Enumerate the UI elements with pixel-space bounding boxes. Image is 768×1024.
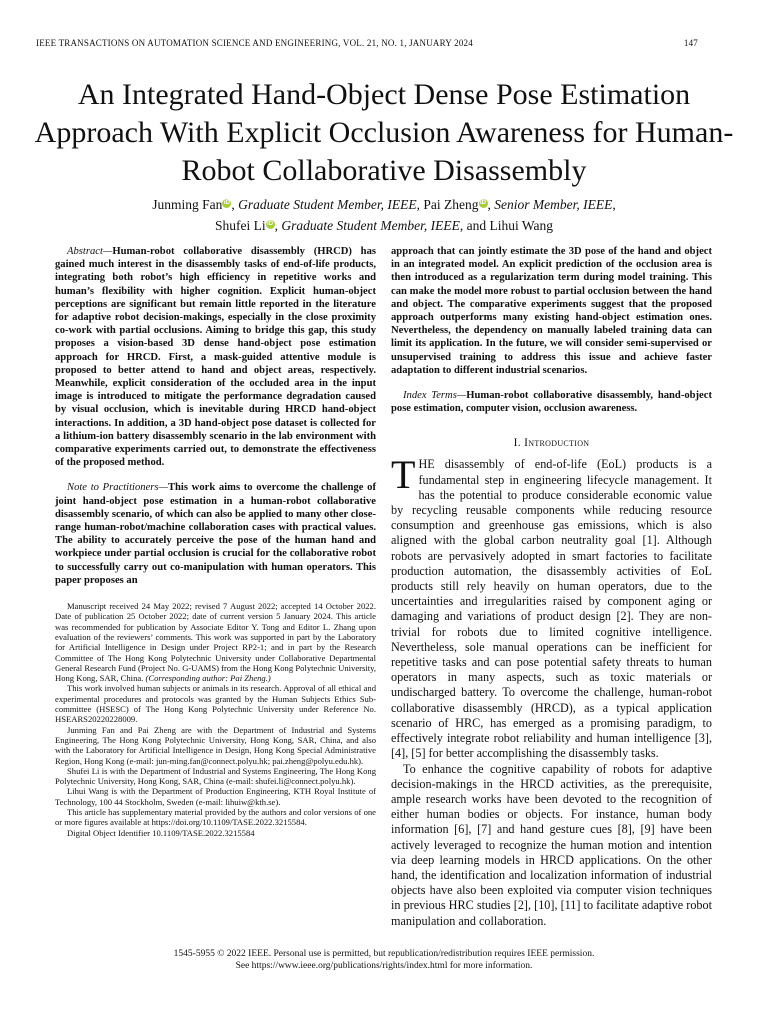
author-name: Lihui Wang: [489, 218, 553, 233]
page-number: 147: [683, 38, 698, 48]
journal-header: IEEE TRANSACTIONS ON AUTOMATION SCIENCE AND ENGINEERING, VOL. 21, NO. 1, JANUARY 2024: [36, 38, 473, 48]
section-heading: [391, 437, 712, 449]
right-column: [391, 245, 712, 929]
intro-paragraph: HE disassembly of end-of-life (EoL) products is a fundamental step in engineering lifecycle management. It has the potential to produce considerable economic value by recycling reusable components while reducing resource consumption and greenhouse gas emissions, which is also aligned with the global carbon neutrality goal [1]. Although robots are pervasively adopted in smart factories to facilitate production automation, the disassembly activities of EoL products still rely heavily on human operators, due to the uncertainties and irregularities raised by component aging or damaging and variations of product design [2]. They are non-trivial for robots due to limited cognitive intelligence. Nevertheless, sole manual operations can be inefficient for repetitive tasks and can pose potential safety threats to human operators in many aspects, such as toxic materials or undischarged battery. To overcome the challenge, human-robot collaborative disassembly (HRCD), as a typical application scenario of HRC, has emerged as a promising paradigm, to effectively integrate robot reliability and human intelligence [3], [4], [5] for better accomplishing the disassembly tasks.: [391, 457, 712, 761]
footnote: Lihui Wang is with the Department of Production Engineering, KTH Royal Institute of Technology, 100 44 Stockholm, Sweden (e-mail: lihuiw@kth.se).: [55, 786, 376, 807]
corresponding-author: (Corresponding author: Pai Zheng.): [145, 673, 271, 684]
abstract: [55, 245, 376, 587]
index-terms-label: Index Terms—: [403, 390, 467, 402]
author-role: Senior Member, IEEE: [494, 197, 613, 212]
orcid-icon[interactable]: iD: [480, 199, 486, 206]
footnote: Shufei Li is with the Department of Industrial and Systems Engineering, The Hong Kong Polytechnic University, Hong Kong, SAR, China (e-mail: shufei.li@connect.polyu.hk).: [55, 765, 376, 787]
introduction-text: [391, 452, 712, 928]
drop-cap: T: [391, 452, 416, 498]
footnote: This article has supplementary material provided by the authors and color versions of one or more figures available at https://doi.org/10.1109/TASE.2022.3215584.: [55, 807, 376, 828]
note-text: This work aims to overcome the challenge of joint hand-object pose estimation in a human-robot collaborative disassembly scenario, of which can also be applied to many other close-range human-robot/machine collaboration cases with practical values. The ability to accurately perceive the pose of the human hand and workpiece under partial occlusion is crucial for the collaborative robot to successfully carry out co-manipulation with human operators. This paper proposes an: [55, 482, 376, 586]
index-terms-text: Human-robot collaborative disassembly, hand-object pose estimation, computer vision, occlusion awareness.: [391, 390, 712, 415]
rights-link[interactable]: See https://www.ieee.org/publications/rights/index.html for more information.: [235, 961, 533, 971]
abstract-text: Human-robot collaborative disassembly (HRCD) has gained much interest in the disassembly tasks of end-of-life products, integrating both robot’s high efficiency in repetitive works and human’s flexibility with higher cognition. Explicit human-object perceptions are significant but remain little reported in the literature for adaptive robot decision-makings, especially in the close proximity co-work with partial occlusions. Aiming to bridge this gap, this study proposes a vision-based 3D dense hand-object pose estimation approach for HRCD. First, a mask-guided attentive module is proposed to better attend to hand and object areas, respectively. Meanwhile, explicit consideration of the occluded area in the input image is introduced to mitigate the performance degradation caused by visual occlusion, which is inevitable during HRCD hand-object interactions. In addition, a 3D hand-object pose dataset is collected for a lithium-ion battery disassembly scenario in the lab environment with comparative experiments carried out, to demonstrate the effectiveness of the proposed method.: [55, 246, 376, 469]
section-number: I.: [513, 437, 525, 450]
abstract-label: Abstract—: [67, 246, 113, 257]
footnote: Junming Fan and Pai Zheng are with the Department of Industrial and Systems Engineering, The Hong Kong Polytechnic University, Hong Kong, SAR, China, and also with the Laboratory for Artificial Intelligence in Design, Hong Kong Special Administrative Region, Hong Kong (e-mail: jun-ming.fan@connect.polyu.hk; pai.zheng@polyu.edu.hk).: [55, 724, 376, 766]
author-name: Pai Zheng: [423, 197, 479, 212]
author-list: Junming Fan iD , Graduate Student Member, IEEE, Pai Zheng iD , Senior Member, IEEE, Shufei Li iD , Graduate Student Member, IEEE, and Lihui Wang: [152, 197, 616, 233]
footnotes: [55, 601, 376, 838]
author-name: Junming Fan: [152, 197, 223, 212]
orcid-icon[interactable]: iD: [267, 220, 274, 227]
intro-paragraph: To enhance the cognitive capability of robots for adaptive decision-makings in the HRCD activities, as the prerequisite, ample research works have been devoted to the recognition of either human bodies or objects. For instance, human body information [6], [7] and hand gesture cues [8], [9] have been actively leveraged to recognize the human motion and intention via deep learning models in HRCD applications. On the other hand, the identification and localization information of industrial objects have also been exploited via computer vision techniques in previous HRC studies [2], [10], [11] to facilitate adaptive robot manipulation and collaboration.: [391, 761, 712, 928]
note-label: Note to Practitioners—: [67, 482, 168, 494]
footnote: Manuscript received 24 May 2022; revised 7 August 2022; accepted 14 October 2022. Date of publication 25 October 2022; date of current version 5 January 2024. This article was recommended for publication by Associate Editor Y. Tong and Editor L. Zhang upon evaluation of the reviewers’ comments. This work was supported in part by the Laboratory for Artificial Intelligence in Design under Project RP2-1; and in part by the Research Committee of The Hong Kong Polytechnic University under Collaborative Departmental General Research Fund (Project No. G-UAMS) from the Hong Kong Polytechnic University, Hong Kong, SAR, China.: [55, 601, 376, 684]
abstract-continuation: approach that can jointly estimate the 3D pose of the hand and object in an integrated model. An explicit prediction of the occlusion area is then introduced as a regularization term during model training. This can make the model more robust to partial occlusion between the hand and object. The comparative experiments suggest that the proposed approach outperforms many existing hand-object estimation ones. Nevertheless, the dependency on manually labeled training data can limit its application. In the future, we will consider semi-supervised or unsupervised training to address this issue and achieve faster adaptation to different industrial scenarios.: [391, 246, 712, 376]
abstract-continued: [391, 245, 712, 415]
copyright-line: 1545-5955 © 2022 IEEE. Personal use is permitted, but republication/redistribution requires IEEE permission.: [173, 949, 595, 959]
author-name: Shufei Li: [214, 218, 266, 233]
left-column: [55, 245, 376, 838]
footnote: This work involved human subjects or animals in its research. Approval of all ethical and experimental procedures and protocols was granted by the Human Subjects Ethics Sub-committee (HSESC) of The Hong Kong Polytechnic University under Reference No. HSEARS20220228009.: [55, 683, 376, 725]
author-separator: , and: [459, 218, 490, 233]
section-title: Introduction: [524, 437, 590, 450]
doi-footnote: Digital Object Identifier 10.1109/TASE.2022.3215584: [67, 827, 255, 838]
copyright-notice: [40, 948, 728, 972]
paper-title: An Integrated Hand-Object Dense Pose Estimation Approach With Explicit Occlusion Awareness for Human-Robot Collaborative Disassembly: [34, 78, 734, 187]
orcid-icon[interactable]: iD: [223, 199, 230, 206]
author-role: Graduate Student Member, IEEE: [238, 197, 417, 212]
author-role: Graduate Student Member, IEEE: [281, 218, 460, 233]
